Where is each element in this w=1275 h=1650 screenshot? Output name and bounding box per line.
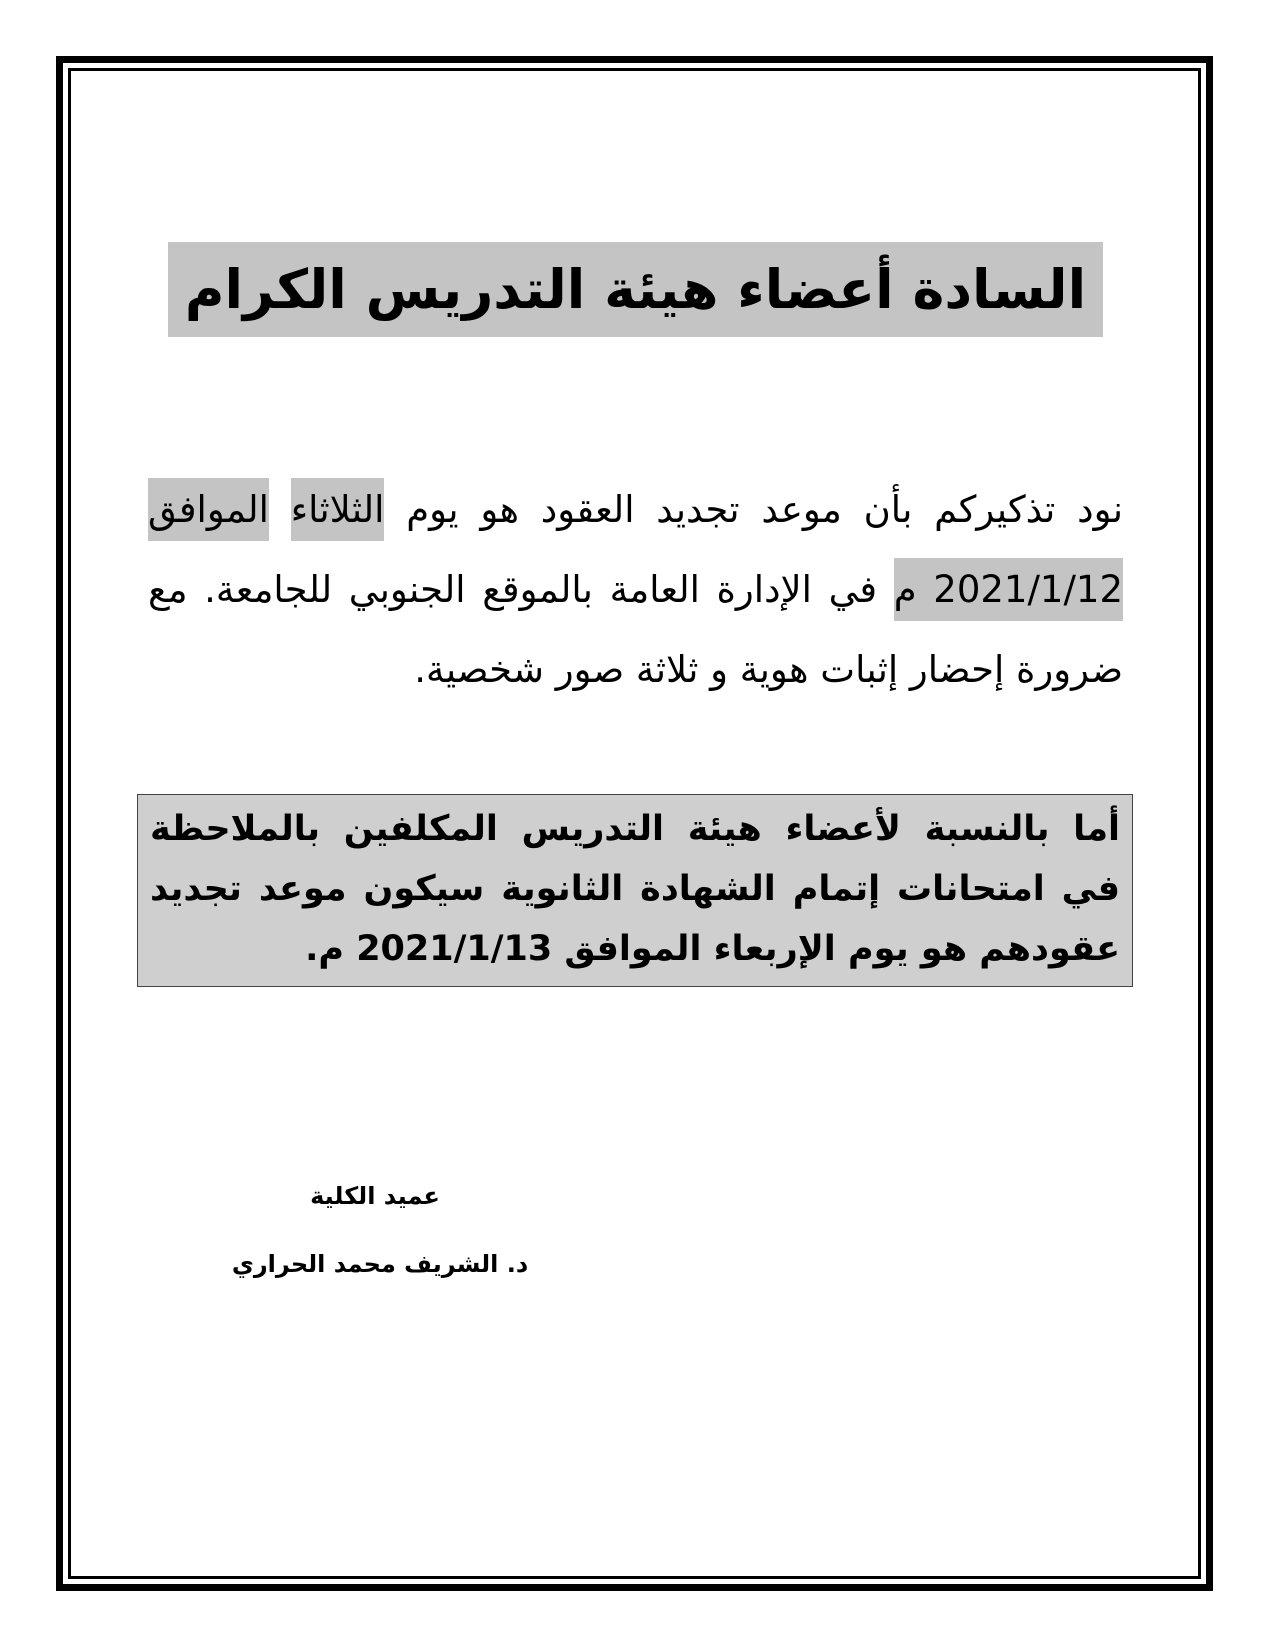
paragraph-space: [269, 488, 291, 531]
highlight-date: الموافق 2021/1/12 م: [148, 478, 1123, 621]
reminder-paragraph: [148, 470, 1123, 710]
exam-supervisors-notice: أما بالنسبة لأعضاء هيئة التدريس المكلفين بالملاحظة في امتحانات إتمام الشهادة الثانوية سيكون موعد تجديد عقودهم هو يوم الإربعاء الموافق 2021/1/13 م.: [137, 794, 1133, 987]
title-banner: [168, 242, 1103, 337]
highlight-day: الثلاثاء: [291, 478, 385, 541]
page-title: السادة أعضاء هيئة التدريس الكرام: [184, 257, 1087, 321]
paragraph-text-start: نود تذكيركم بأن موعد تجديد العقود هو يوم: [384, 488, 1123, 531]
signature-name: د. الشريف محمد الحراري: [231, 1250, 529, 1278]
paragraph-text-end: في الإدارة العامة بالموقع الجنوبي للجامعة. مع ضرورة إحضار إثبات هوية و ثلاثة صور شخصية.: [148, 568, 1123, 691]
signature-title: عميد الكلية: [310, 1182, 440, 1210]
